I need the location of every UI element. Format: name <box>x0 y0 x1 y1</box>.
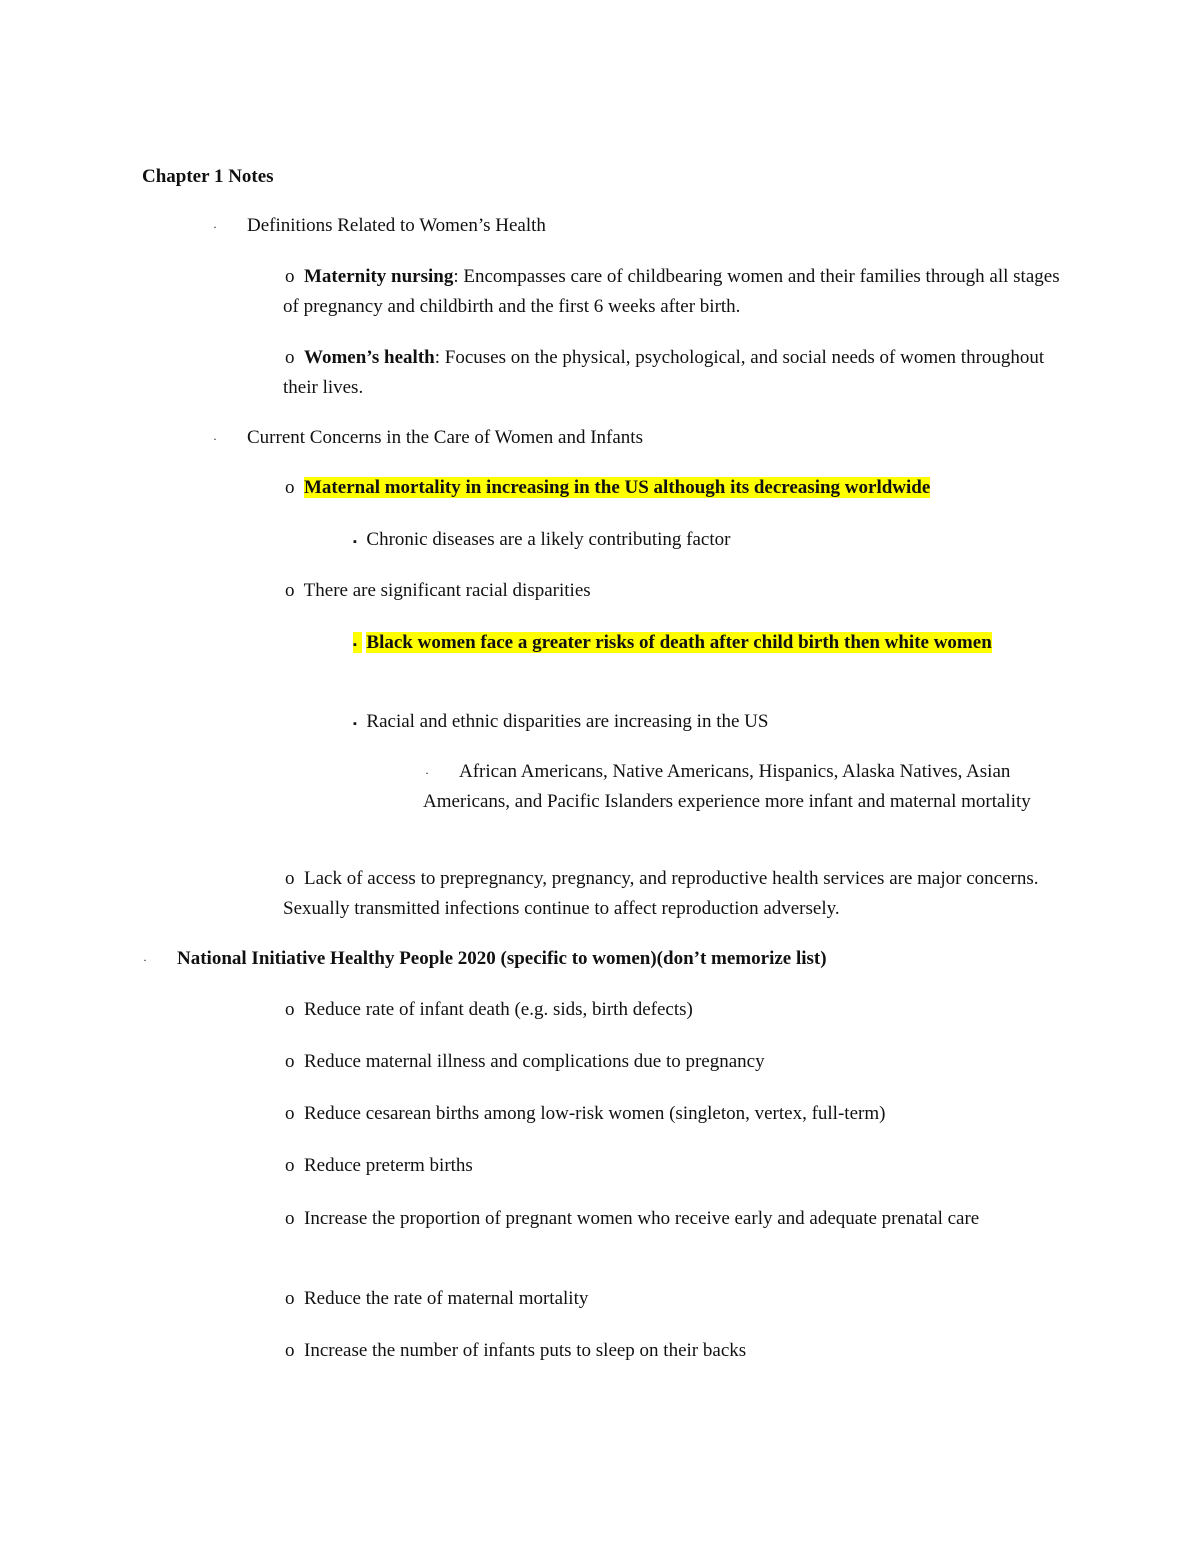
initiative-item-text: Increase the proportion of pregnant women who receive early and adequate prenatal care <box>304 1208 980 1229</box>
initiative-item <box>285 1284 1065 1314</box>
maternal-mortality-highlight: Maternal mortality in increasing in the US although its decreasing worldwide <box>304 477 931 498</box>
initiative-item-text: Reduce rate of infant death (e.g. sids, birth defects) <box>304 999 693 1020</box>
racial-disparities-item <box>285 576 1065 606</box>
initiative-item-text: Reduce preterm births <box>304 1155 473 1176</box>
access-item <box>283 864 1073 924</box>
circle-bullet-marker: o <box>285 266 295 287</box>
circle-bullet-marker: o <box>285 580 295 601</box>
initiative-item-text: Increase the number of infants puts to sleep on their backs <box>304 1340 747 1361</box>
circle-bullet-marker: o <box>285 999 295 1020</box>
circle-bullet-marker: o <box>285 1155 295 1176</box>
chronic-diseases-item <box>353 525 1053 557</box>
circle-bullet-marker: o <box>285 1340 295 1361</box>
womens-health-item <box>283 343 1063 403</box>
womens-health-term: Women’s health <box>304 347 435 368</box>
initiative-item-text: Reduce cesarean births among low-risk women (singleton, vertex, full-term) <box>304 1103 886 1124</box>
initiative-item <box>283 1204 1043 1234</box>
circle-bullet-marker: o <box>285 1208 295 1229</box>
square-bullet-marker: ▪ <box>353 639 357 651</box>
access-text: Lack of access to prepregnancy, pregnancy, and reproductive health services are major concerns. Sexually transmitted infections continue to affect reproduction adversely. <box>283 868 1039 919</box>
maternity-nursing-term: Maternity nursing <box>304 266 454 287</box>
initiative-item-text: Reduce maternal illness and complications due to pregnancy <box>304 1051 765 1072</box>
womens-health-definition: : Focuses on the physical, psychological, and social needs of women throughout their lives. <box>283 347 1045 398</box>
maternity-nursing-item <box>283 262 1063 322</box>
circle-bullet-marker: o <box>285 1051 295 1072</box>
circle-bullet-marker: o <box>285 868 295 889</box>
maternal-mortality-item <box>285 473 1085 503</box>
initiative-item <box>285 995 1065 1025</box>
bullet-dot-marker: · <box>425 766 429 780</box>
initiative-heading: National Initiative Healthy People 2020 (specific to women)(don’t memorize list) <box>177 948 827 969</box>
initiative-item <box>285 1047 1065 1077</box>
initiative-item-text: Reduce the rate of maternal mortality <box>304 1288 589 1309</box>
definitions-heading: Definitions Related to Women’s Health <box>247 215 546 236</box>
circle-bullet-marker: o <box>285 477 295 498</box>
maternity-nursing-definition: : Encompasses care of childbearing women and their families through all stages of pregnancy and childbirth and the first 6 weeks after birth. <box>283 266 1060 317</box>
initiative-item <box>285 1151 1065 1181</box>
disparities-increasing-item <box>353 707 1053 739</box>
square-bullet-marker: ▪ <box>353 536 357 548</box>
initiative-item <box>285 1336 1065 1366</box>
bullet-dot-marker: · <box>213 432 217 446</box>
groups-item: African Americans, Native Americans, Hispanics, Alaska Natives, Asian Americans, and Pacific Islanders experience more infant and maternal mortality <box>423 761 1031 812</box>
bullet-dot-marker: · <box>213 220 217 234</box>
black-women-item <box>353 628 1033 660</box>
circle-bullet-marker: o <box>285 347 295 368</box>
initiative-item <box>285 1099 1065 1129</box>
chronic-diseases-text: Chronic diseases are a likely contributing factor <box>366 529 731 550</box>
black-women-highlight: Black women face a greater risks of death after child birth then white women <box>366 632 992 653</box>
circle-bullet-marker: o <box>285 1103 295 1124</box>
circle-bullet-marker: o <box>285 1288 295 1309</box>
square-bullet-marker: ▪ <box>353 718 357 730</box>
bullet-dot-marker: · <box>143 953 147 967</box>
concerns-heading: Current Concerns in the Care of Women and Infants <box>247 427 643 448</box>
disparities-increasing-text: Racial and ethnic disparities are increasing in the US <box>366 711 769 732</box>
page-title: Chapter 1 Notes <box>142 166 274 187</box>
racial-disparities-text: There are significant racial disparities <box>303 580 591 601</box>
